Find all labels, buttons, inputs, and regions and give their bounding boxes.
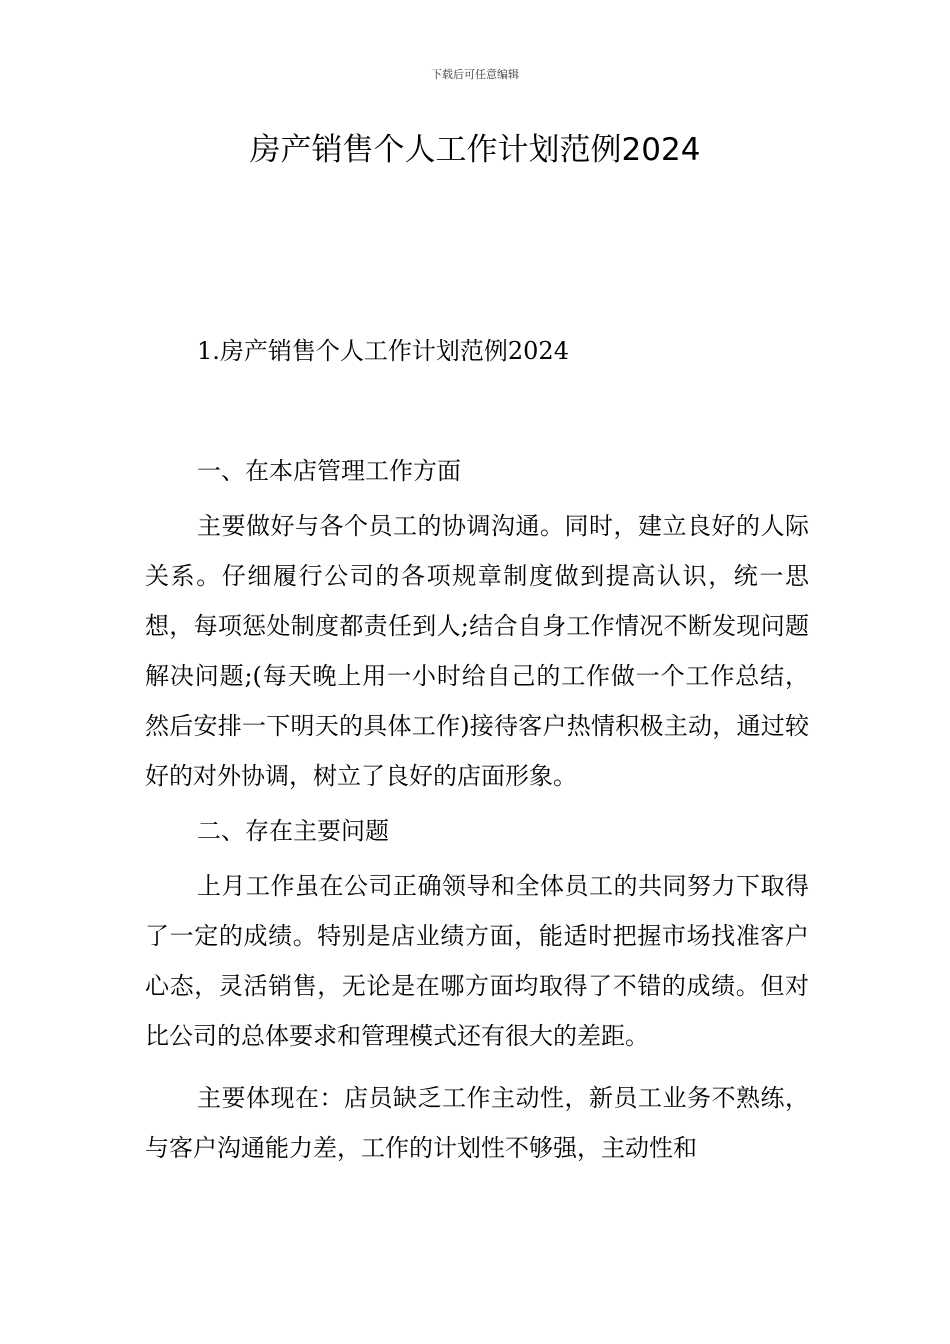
section-heading-problems: 二、存在主要问题 — [197, 817, 389, 845]
paragraph-management: 主要做好与各个员工的协调沟通。同时，建立良好的人际关系。仔细履行公司的各项规章制度做到提高认识，统一思想，每项惩处制度都责任到人;结合自身工作情况不断发现问题解决问题;(每天晚上用一小时给自己的工作做一个工作总结，然后安排一下明天的具体工作)接待客户热情积极主动，通过较好的对外协调，树立了良好的店面形象。 — [145, 512, 809, 790]
paragraph-problems: 上月工作虽在公司正确领导和全体员工的共同努力下取得了一定的成绩。特别是店业绩方面，能适时把握市场找准客户心态，灵活销售，无论是在哪方面均取得了不错的成绩。但对比公司的总体要求和管理模式还有很大的差距。 — [145, 872, 809, 1050]
document-subtitle: 1.房产销售个人工作计划范例2024 — [197, 337, 569, 365]
section-heading-management: 一、在本店管理工作方面 — [197, 457, 461, 485]
spacer — [145, 366, 809, 456]
document-body — [145, 336, 809, 1173]
paragraph-problems-detail: 主要体现在：店员缺乏工作主动性，新员工业务不熟练，与客户沟通能力差，工作的计划性不够强，主动性和 — [145, 1084, 809, 1162]
header-note: 下载后可任意编辑 — [431, 68, 519, 81]
document-title: 房产销售个人工作计划范例2024 — [249, 132, 701, 168]
